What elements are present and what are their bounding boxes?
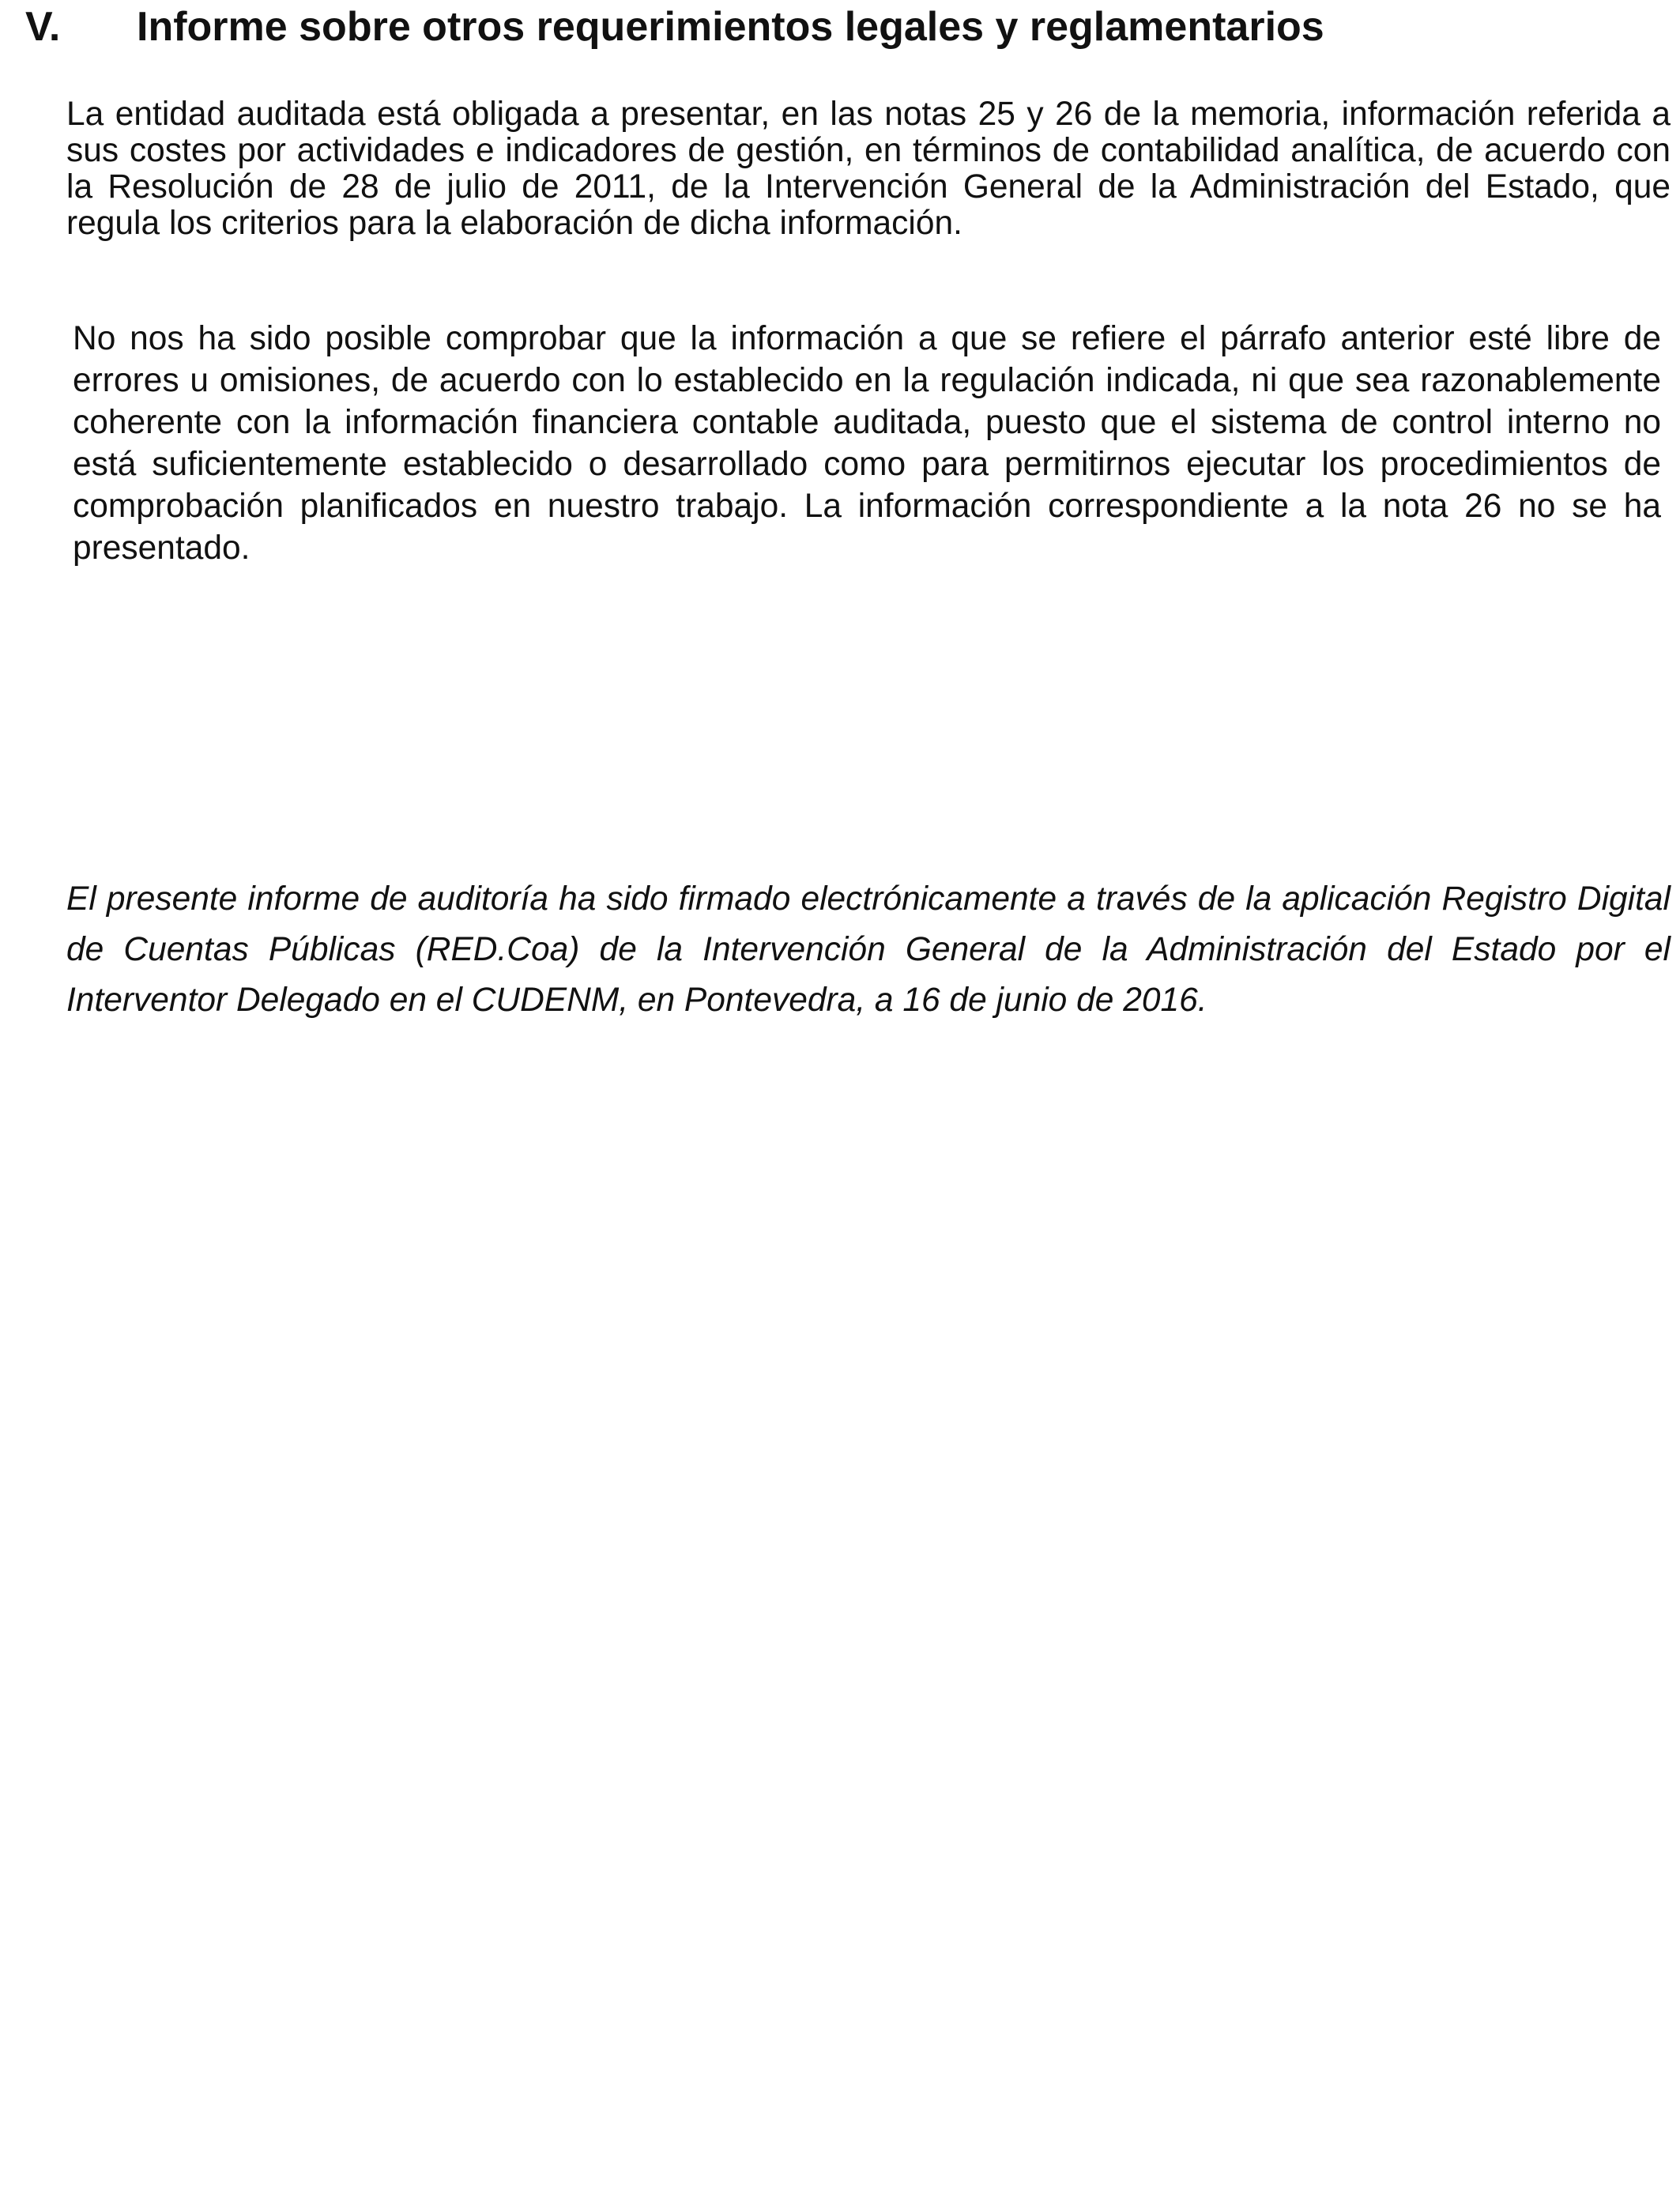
section-number: V. xyxy=(25,4,61,50)
section-title: Informe sobre otros requerimientos legales y reglamentarios xyxy=(137,4,1324,50)
paragraph-cost-information-obligation: La entidad auditada está obligada a presentar, en las notas 25 y 26 de la memoria, información referida a sus costes por actividades e indicadores de gestión, en términos de contabilidad analítica, de acuerdo con la Resolución de 28 de julio de 2011, de la Intervención General de la Administración del Estado, que regula los criterios para la elaboración de dicha información. xyxy=(66,96,1671,242)
section-heading xyxy=(25,0,1653,54)
paragraph-verification-limitation: No nos ha sido posible comprobar que la información a que se refiere el párrafo anterior esté libre de errores u omisiones, de acuerdo con lo establecido en la regulación indicada, ni que sea razonablemente coherente con la información financiera contable auditada, puesto que el sistema de control interno no está suficientemente establecido o desarrollado como para permitirnos ejecutar los procedimientos de comprobación planificados en nuestro trabajo. La información correspondiente a la nota 26 no se ha presentado. xyxy=(73,320,1661,567)
electronic-signature-note: El presente informe de auditoría ha sido firmado electrónicamente a través de la aplicación Registro Digital de Cuentas Públicas (RED.Coa) de la Intervención General de la Administración del Estado por el Interventor Delegado en el CUDENM, en Pontevedra, a 16 de junio de 2016. xyxy=(66,880,1671,1019)
